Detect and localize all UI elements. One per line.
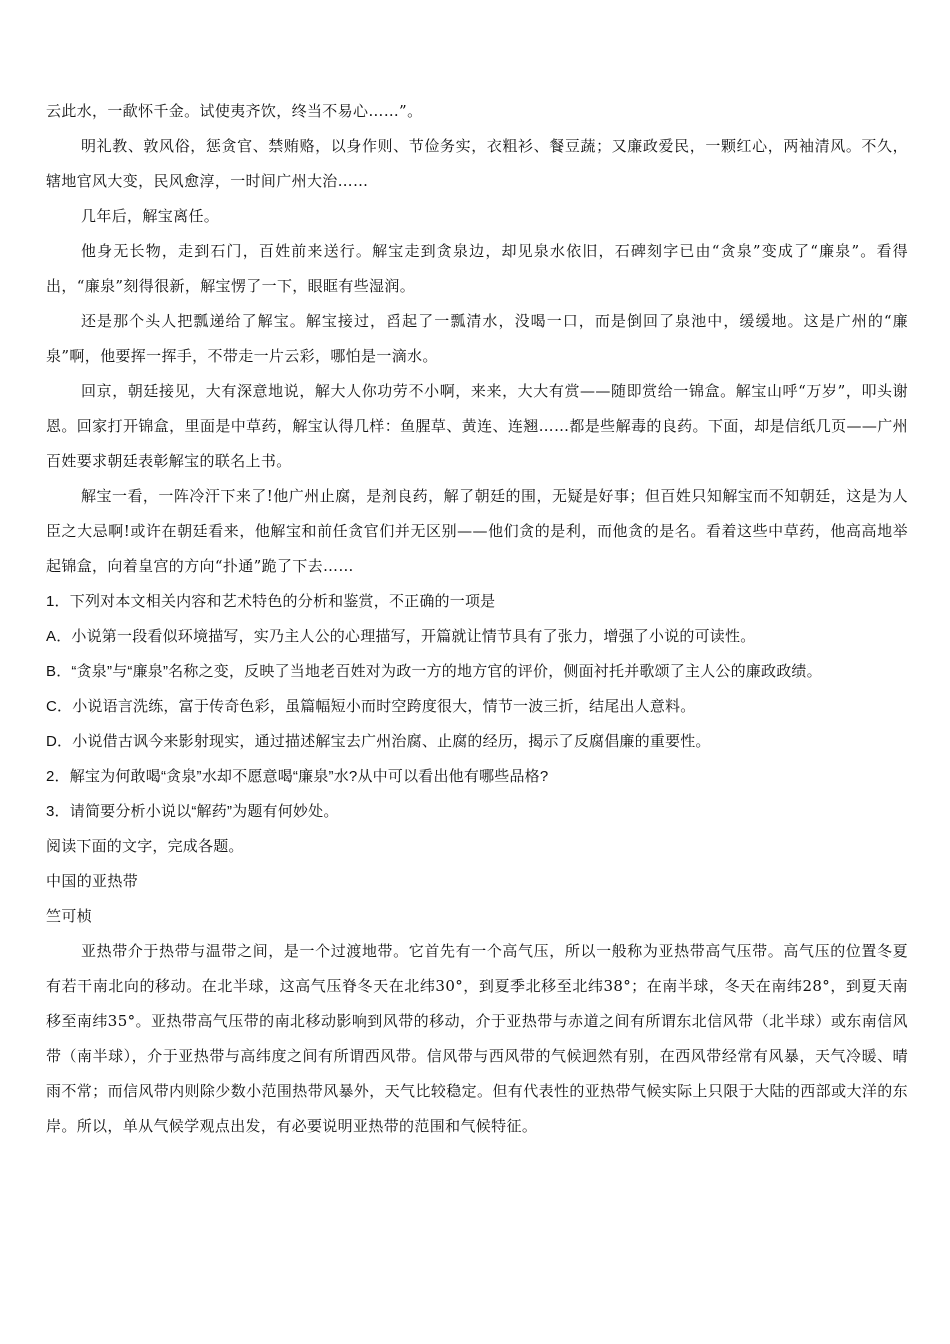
article-author: 竺可桢 <box>46 907 93 925</box>
article-title: 中国的亚热带 <box>46 872 139 890</box>
question-2: 2．解宝为何敢喝“贪泉”水却不愿意喝“廉泉”水?从中可以看出他有哪些品格? <box>46 768 549 785</box>
document-page <box>46 94 908 1144</box>
story-paragraph: 还是那个头人把瓢递给了解宝。解宝接过，舀起了一瓢清水，没喝一口，而是倒回了泉池中，缓缓地。这是广州的“廉泉”啊，他要挥一挥手，不带走一片云彩，哪怕是一滴水。 <box>46 312 908 365</box>
story-paragraph: 他身无长物，走到石门，百姓前来送行。解宝走到贪泉边，却见泉水依旧，石碑刻字已由“贪泉”变成了“廉泉”。看得出，“廉泉”刻得很新，解宝愣了一下，眼眶有些湿润。 <box>46 242 908 295</box>
reading-instruction: 阅读下面的文字，完成各题。 <box>46 838 244 855</box>
option-d: D．小说借古讽今来影射现实，通过描述解宝去广州治腐、止腐的经历，揭示了反腐倡廉的重要性。 <box>46 733 711 750</box>
option-b: B．“贪泉”与“廉泉”名称之变，反映了当地老百姓对为政一方的地方官的评价，侧面衬托并歌颂了主人公的廉政政绩。 <box>46 663 822 680</box>
story-paragraph: 几年后，解宝离任。 <box>81 207 220 225</box>
story-section <box>46 94 908 584</box>
story-paragraph: 回京，朝廷接见，大有深意地说，解大人你功劳不小啊，来来，大大有赏——随即赏给一锦盒。解宝山呼“万岁”，叩头谢恩。回家打开锦盒，里面是中草药，解宝认得几样：鱼腥草、黄连、连翘……都是些解毒的良药。下面，却是信纸几页——广州百姓要求朝廷表彰解宝的联名上书。 <box>46 382 908 470</box>
question-1: 1．下列对本文相关内容和艺术特色的分析和鉴赏，不正确的一项是 <box>46 593 496 610</box>
story-paragraph: 云此水，一歃怀千金。试使夷齐饮，终当不易心……”。 <box>46 102 423 120</box>
article-body: 亚热带介于热带与温带之间，是一个过渡地带。它首先有一个高气压，所以一般称为亚热带高气压带。高气压的位置冬夏有若干南北向的移动。在北半球，这高气压脊冬天在北纬30°，到夏季北移至北纬38°；在南半球，冬天在南纬28°，到夏天南移至南纬35°。亚热带高气压带的南北移动影响到风带的移动，介于亚热带与赤道之间有所谓东北信风带（北半球）或东南信风带（南半球），介于亚热带与高纬度之间有所谓西风带。信风带与西风带的气候迥然有别，在西风带经常有风暴，天气冷暖、晴雨不常；而信风带内则除少数小范围热带风暴外，天气比较稳定。但有代表性的亚热带气候实际上只限于大陆的西部或大洋的东岸。所以，单从气候学观点出发，有必要说明亚热带的范围和气候特征。 <box>46 942 908 1135</box>
reading-section <box>46 829 908 1144</box>
option-c: C．小说语言洗练，富于传奇色彩，虽篇幅短小而时空跨度很大，情节一波三折，结尾出人意料。 <box>46 698 696 715</box>
option-a: A．小说第一段看似环境描写，实乃主人公的心理描写，开篇就让情节具有了张力，增强了小说的可读性。 <box>46 628 756 645</box>
question-3: 3．请简要分析小说以“解药”为题有何妙处。 <box>46 803 339 820</box>
story-paragraph: 明礼教、敦风俗，惩贪官、禁贿赂，以身作则、节俭务实，衣粗衫、餐豆蔬；又廉政爱民，一颗红心，两袖清风。不久，辖地官风大变，民风愈淳，一时间广州大治…… <box>46 137 908 190</box>
questions-section <box>46 584 908 829</box>
story-paragraph: 解宝一看，一阵冷汗下来了!他广州止腐，是剂良药，解了朝廷的围，无疑是好事；但百姓只知解宝而不知朝廷，这是为人臣之大忌啊!或许在朝廷看来，他解宝和前任贪官们并无区别——他们贪的是利，而他贪的是名。看着这些中草药，他高高地举起锦盒，向着皇宫的方向“扑通”跪了下去…… <box>46 487 908 575</box>
